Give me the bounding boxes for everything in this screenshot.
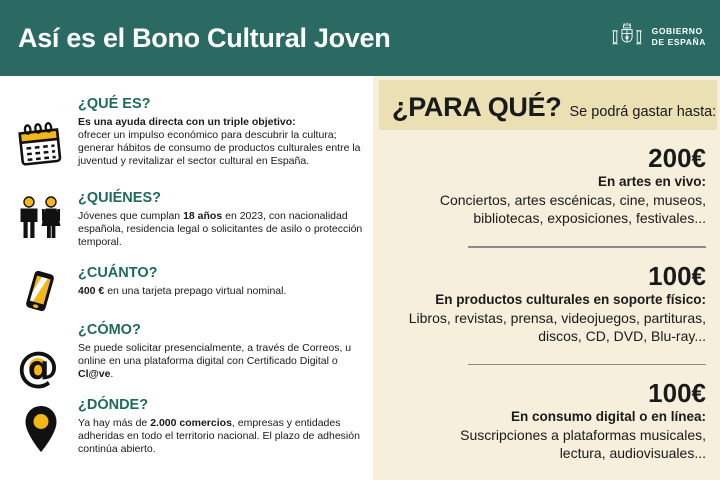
spending-item-soporte-fisico: [407, 261, 706, 345]
gobierno-espana-logo: [610, 14, 706, 60]
category-label: En artes en vivo:: [597, 174, 706, 189]
section-heading: ¿CUÁNTO?: [78, 265, 158, 281]
svg-text:@: @: [17, 342, 59, 390]
section-body: ofrecer un impulso económico para descubrir la cultura; generar hábitos de consumo de productos culturales entre la juventud y revitalizar el sector cultural en España.: [78, 129, 361, 167]
section-cuanto: [0, 265, 373, 298]
category-label: En consumo digital o en línea:: [510, 409, 706, 424]
info-column: [0, 76, 373, 480]
spain-coat-of-arms-icon: [610, 14, 644, 60]
page-title: Así es el Bono Cultural Joven: [18, 22, 391, 53]
section-que-es: [0, 96, 373, 168]
map-pin-icon: [24, 404, 58, 459]
spending-item-artes-en-vivo: [407, 143, 706, 227]
amount: 100€: [648, 260, 706, 291]
category-description: Suscripciones a plataformas musicales, lectura, audiovisuales...: [460, 427, 706, 461]
header-banner: [0, 0, 720, 76]
spending-item-consumo-digital: [407, 378, 706, 462]
spending-panel: [373, 76, 720, 480]
section-body: Se puede solicitar presencialmente, a través de Correos, u online en una plataforma digital con Certificado Digital o Cl@ve.: [78, 342, 352, 380]
phone-icon: [18, 268, 62, 319]
gobierno-espana-wordmark: [652, 26, 706, 48]
category-description: Conciertos, artes escénicas, cine, museos, bibliotecas, exposiciones, festivales...: [439, 192, 706, 226]
section-quienes: [0, 190, 373, 249]
calendar-icon: [15, 118, 65, 177]
section-heading: ¿QUÉ ES?: [78, 96, 151, 112]
para-que-title: ¿PARA QUÉ?: [392, 92, 562, 122]
section-heading: ¿DÓNDE?: [78, 397, 149, 413]
para-que-subtitle: Se podrá gastar hasta:: [569, 104, 717, 120]
people-icon: [17, 196, 63, 251]
logo-line-2: DE ESPAÑA: [651, 37, 706, 47]
category-description: Libros, revistas, prensa, videojuegos, partituras, discos, CD, DVD, Blu-ray...: [408, 309, 706, 344]
para-que-header: [379, 80, 717, 130]
divider: [468, 364, 706, 366]
spending-items: [373, 143, 720, 462]
section-donde: [0, 397, 373, 456]
section-body: Ya hay más de 2.000 comercios, empresas y entidades adheridas en todo el territorio nacional. El plazo de adhesión continúa abierto.: [78, 417, 360, 455]
section-body: 400 € en una tarjeta prepago virtual nominal.: [78, 285, 287, 297]
amount: 100€: [648, 378, 706, 408]
logo-line-1: GOBIERNO: [651, 26, 703, 36]
amount: 200€: [648, 143, 706, 173]
divider: [468, 246, 706, 248]
category-label: En productos culturales en soporte físico:: [435, 291, 706, 307]
section-heading: ¿QUIÉNES?: [78, 190, 161, 206]
section-como: [0, 322, 373, 390]
section-heading: ¿CÓMO?: [78, 322, 141, 338]
section-body: Jóvenes que cumplan 18 años en 2023, con nacionalidad española, residencia legal o solicitantes de asilo o protección temporal.: [78, 210, 363, 248]
section-lead: Es una ayuda directa con un triple objetivo:: [78, 116, 296, 128]
at-sign-icon: [15, 342, 63, 395]
